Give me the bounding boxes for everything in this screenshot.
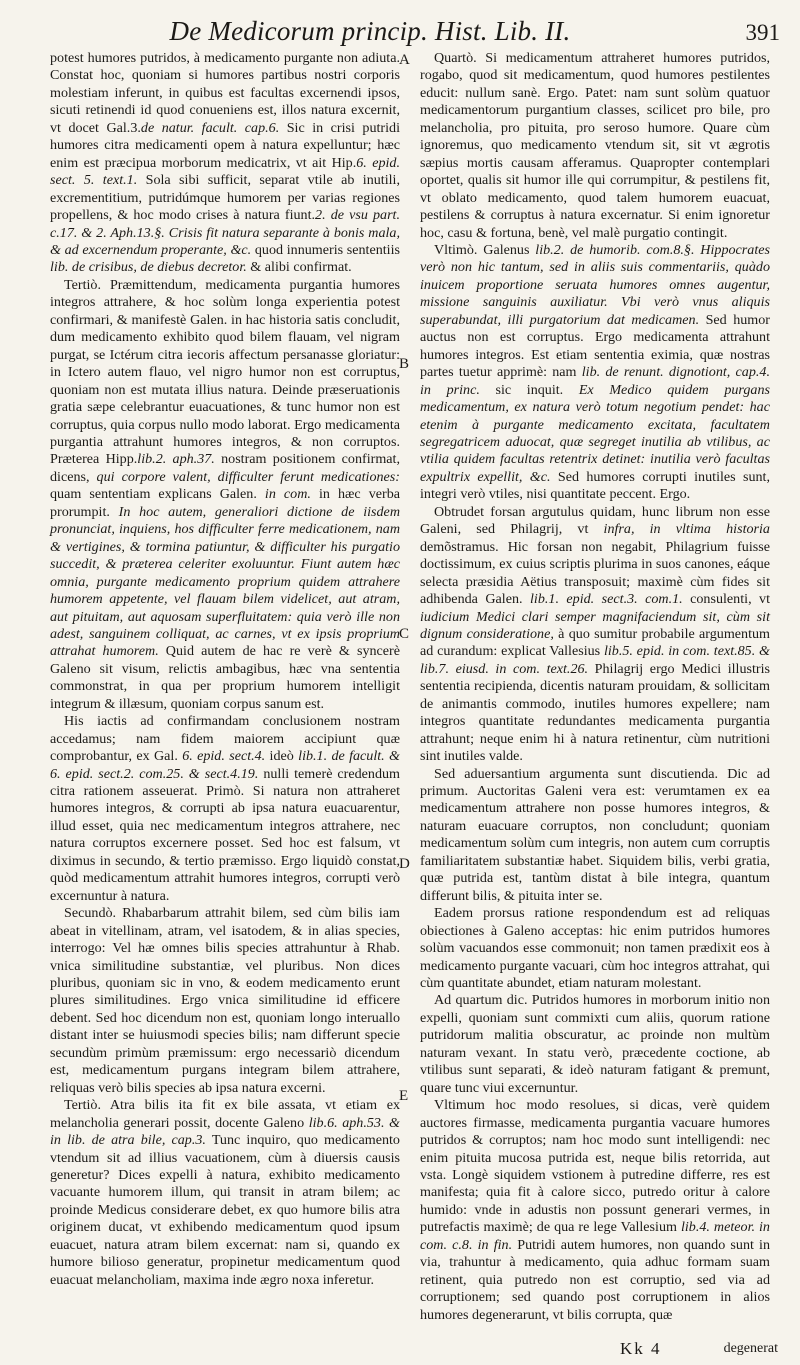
citation: lib.2. aph.37. xyxy=(137,451,215,468)
text-run: in hæc verba prorumpit. xyxy=(50,486,400,520)
left-paragraph-1 xyxy=(50,50,400,277)
quotation: iudicium Medici clari semper magnifaciendum sit, cùm sit dignum consideratione, xyxy=(420,608,770,642)
text-run: Vltimò. Galenus xyxy=(434,241,536,258)
right-column xyxy=(420,50,770,1324)
citation: infra, in vltima historia xyxy=(603,521,770,538)
text-run: Tertiò. Præmittendum, medicamenta purgantia humores integros attrahere, & hoc solùm longa experientia potest confirmari, & manifestè Galen. in hac historia satis concludit, dum medicamento exhibito quod bilem flauam, vel nigram purgat, se Ictérum citra iecoris affectum persanasse gloriatur: in Ictero autem flauo, vel nigro humor non est corruptus, quoniam non est mutata illius natura. Deinde præseruationis gratia sæpe celebrantur euacuationes, & tunc humor non est corruptus, quia corpus nullo modo laborat. Ergo medicamenta purgantia attrahunt humores integros, & non corruptos. Præterea Hipp. xyxy=(50,276,400,468)
text-run: consulenti, vt xyxy=(682,591,770,608)
citation: 2. de vsu part. c.17. & 2. Aph.13.§. Crisis fit natura separante à bonis mala, & ad excernendum properante, &c. xyxy=(50,207,400,258)
text-run: Sola sibi sufficit, separat vtile ab inutili, excrementitium, putridúmque humorem per varias regiones propellens, & hoc modo crises à natura fiunt. xyxy=(50,172,400,224)
right-paragraph-1: Quartò. Si medicamentum attraheret humores putridos, rogabo, quod sit medicamentum, quod humores pestilentes educit: nullum sanè. Ergo. Patet: nam sunt solùm quatuor medicamentorum purgantium classes, scilicet pro bile, pro melancholia, pro pituita, pro seroso humore. Quare cùm ignoremus, quo medicamento vtendum sit, sit vt ægrotis sæpius mortis causam afferamus. Quapropter contemplari oportet, qualis sit humor ille qui corrumpitur, & pestilens fit, vt oblato medicamento, quod talem humorem euacuat, pestilens & corruptus à natura excernatur. Si enim ignoretur hoc, casu & fortuna, benè, vel malè purgatio contingit. xyxy=(420,50,770,241)
citation: de natur. facult. cap.6. xyxy=(140,119,280,136)
text-run: potest humores putridos, à medicamento purgante non adiuta. Constat hoc, quoniam si humores partibus nostri corporis molestiam inferunt, in quibus est facultas excernendi ipsos, sicuti retinendi id quod conueniens est, illos natura excernit, vt docet Gal.3. xyxy=(50,50,400,136)
citation: lib. de renunt. dignotiont, cap.4. in princ. xyxy=(420,364,770,398)
citation: lib.4. meteor. in com. c.8. in fin. xyxy=(420,1219,770,1253)
text-run: Vltimum hoc modo resolues, si dicas, verè quidem auctores firmasse, medicamenta purgantia vacuare humores putridos & corruptos; nam hoc modo sunt intelligendi: nec enim pituita mucosa putrida est, neque bilis retorrida, aut vsta. Longè siquidem vstionem à putredine differre, res est manifesta; quia fit à calore sicco, putredo oritur à calore humido: vnde in adustis non possunt generari vermes, in putrefactis maximè; de qua re lege Vallesium xyxy=(420,1097,770,1236)
citation: lib. de crisibus, de diebus decretor. xyxy=(50,259,247,276)
text-run: à quo sumitur probabile argumentum ad curandum: explicat Vallesius xyxy=(420,625,771,660)
text-run: sic inquit. xyxy=(479,381,579,398)
catchword: degenerat xyxy=(723,1341,778,1356)
citation: lib.1. de facult. & 6. epid. sect.2. com.25. & sect.4.19. xyxy=(50,748,401,782)
page-header xyxy=(0,14,800,48)
page-footer xyxy=(0,1339,800,1361)
right-paragraph-3 xyxy=(420,504,770,766)
text-run: quam sententiam explicans Galen. xyxy=(50,486,265,503)
quotation: Ex Medico quidem purgans medicamentum, ex natura verò totum negotium pendet: hac etenim à purgante medicamento excitata, facultatem segregatricem aduocat, quæ segreget inutilia ab vtilibus, ac vtilia quidem facultas retentrix detinet: inutilia verò facultas expultrix expellit, &c. xyxy=(420,381,771,485)
text-run: quod innumeris sententiis xyxy=(251,241,400,258)
left-paragraph-4: Secundò. Rhabarbarum attrahit bilem, sed cùm bilis iam abeat in vitellinam, atram, vel isatodem, & in alias species, interrogo: Vel hæ omnes bilis species attrahuntur à Rhab. vnica similitudine substantiæ, vel pluribus. Non dices pluribus, quoniam sic in vno, & eodem medicamento erunt plures similitudines. Ergo vnica similitudine id efficere debent. Sed hoc dicendum non est, quoniam longo interuallo distant inter se huiusmodi species bilis; nam differunt specie secundùm primùm præmissum: ergo necessariò dicendum est, medicamentum purgans integram bilem attrahere, reliquas verò bilis species ab ipsa natura excerni. xyxy=(50,905,400,1096)
text-run: ideò xyxy=(265,748,299,765)
text-run: Sed humor auctus non est corruptus. Ergo medicamenta attrahunt humores integros. Est etiam sententia eximia, quæ nostras partes tuetur apprimè: nam xyxy=(420,311,770,381)
citation: 6. epid. sect. 5. text.1. xyxy=(50,154,400,189)
text-run: His iactis ad confirmandam conclusionem nostram accedamus; nam fidem maiorem accipiunt quæ comprobantur, ex Gal. xyxy=(50,713,400,765)
text-run: Tertiò. Atra bilis ita fit ex bile assata, vt etiam ex melancholia generari possit, docente Galeno xyxy=(50,1097,400,1131)
text-run: & alibi confirmat. xyxy=(246,259,352,276)
left-paragraph-5 xyxy=(50,1097,400,1289)
quotation: qui corpore valent, difficulter ferunt medicationes: xyxy=(96,468,400,485)
citation: lib.5. epid. in com. text.85. & lib.7. eiusd. in com. text.26. xyxy=(420,643,770,677)
text-run: nulli temerè credendum citra rationem asseuerat. Primò. Si natura non attraheret humores integros, & corrupti ab ipsa natura euacuarentur, illud esset, quia nec medicamentum integros attrahere, nec natura corruptos excernere posset. Sed hoc est falsum, vt diximus in secundo, & tertio præmisso. Ergo liquidò constat, quòd medicamentum attrahit humores integros, corrupti verò excernuntur à natura. xyxy=(50,765,401,904)
right-paragraph-5: Eadem prorsus ratione respondendum est ad reliquas obiectiones à Galeno acceptas: hic enim putridos humores solùm vacuandos esse commonuit; non tamen prædixit eos à medicamento purgante vacuari, cùm hoc integros attrahat, qui cùm quantitate abundet, etiam naturam molestant. xyxy=(420,905,770,992)
right-paragraph-2 xyxy=(420,242,770,504)
citation: in com. xyxy=(264,486,311,503)
margin-letter-a: A xyxy=(399,52,410,68)
right-paragraph-6: Ad quartum dic. Putridos humores in morborum initio non expelli, quoniam sunt commixti cum aliis, quorum ratione putridorum malitia obscuratur, ac proinde non multùm naturam vexant. In statu verò, præcedente coctione, ab vtilibus sunt separati, & ideò naturam fatigant & premunt, quare tunc viui excernuntur. xyxy=(420,992,770,1096)
text-run: Philagrij ergo Medici illustris sententia recipienda, dicentis naturam prouidam, & sollicitam de animantis commodo, inutiles humores expellere; nam integros quantitate redundantes medicamenta purgantia attrahunt; neque enim hi à natura retinentur, cùm nutritioni sint inutiles valde. xyxy=(420,660,770,765)
text-run: Sed humores corrupti inutiles sunt, integri verò vtiles, nisi quantitate peccent. Ergo. xyxy=(420,468,770,503)
citation: lib.2. de humorib. com.8.§. Hippocrates verò non hic tantum, sed in aliis suis commentariis, quàdo inuicem proportione seruata humores omnes augentur, missione sanguinis auxiliatur. Vbi verò vnus aliquis superabundat, illi purgatorium dat medicamen. xyxy=(420,241,770,328)
text-run: Quid autem de hac re verè & syncerè Galeno sit visum, relictis ambagibus, hæc vna sententia commonstrat, in qua per proprium humorem intelligit integrum & illæsum, quoniam corpus sanum est. xyxy=(50,643,400,712)
text-run: Putridi autem humores, non quando sunt in via, trahuntur à medicamento, quia adhuc formam suam retinent, quia putredo non est corruptio, sed via ad corruptionem; sed quando post corruptionem in alios humores degenerarunt, vt bilis corrupta, quæ xyxy=(420,1236,770,1323)
running-head: De Medicorum princip. Hist. Lib. II. xyxy=(169,16,571,46)
citation: lib.1. epid. sect.3. com.1. xyxy=(530,591,683,608)
left-column xyxy=(50,50,400,1289)
margin-letter-e: E xyxy=(399,1088,409,1104)
text-run: nostram positionem confirmat, dicens, xyxy=(50,451,400,485)
text-run: Sic in crisi putridi humores citra medicamenti opem à natura expelluntur; hæc enim est præcipua morborum medicatrix, vt ait Hip. xyxy=(50,119,400,171)
quotation: In hoc autem, generaliori dictione de iisdem pronunciat, inquiens, hos difficulter ferre medicationem, nam & vertigines, & tormina patiuntur, & difficulter his purgatio succedit, & præterea celeriter exoluuntur. Fiunt autem hæc omnia, purgante medicamento proprium quidem attrahere humorem appetente, vel flauam bilem videlicet, aut atram, aut pituitam, aut aquosam superfluitatem: quia verò ille non adest, sanguinem colliquat, ac carnes, vt ex ipsis proprium attrahat humorem. xyxy=(50,503,400,660)
text-run: demõstramus. Hic forsan non negabit, Philagrium fuisse doctissimum, ex cuius scriptis plurima in suos canones, eáque selecta præsidia Aëtius transposuit; maximè cùm fides sit adhibenda Galen. xyxy=(420,538,770,608)
signature-mark: Kk 4 xyxy=(620,1339,662,1358)
margin-letter-b: B xyxy=(399,356,410,372)
left-paragraph-2 xyxy=(50,277,400,713)
text-run: Tunc inquiro, quo medicamento vtendum sit ad illius vacuationem, cùm à diuersis causis generetur? Dices expelli à natura, exhibito medicamento vacuante humorem illum, qui transit in atram bilem; ac proinde Medicus considerare debet, ex quo humore bilis atra originem ducat, vt exhibendo medicamentum quod ipsum euacuet, natura atram bilem excernat: nam si, quando ex humore bilioso generatur, propinetur medicamentum quod euacuat melancholiam, maxima inde ægro noxa inferetur. xyxy=(50,1132,400,1288)
right-paragraph-4: Sed aduersantium argumenta sunt discutienda. Dic ad primum. Auctoritas Galeni vera est: verumtamen ex ea medicamentum attrahere non posse humores integros, & naturam euacuare corruptos, non concludunt; quoniam medicamentum solùm cum integris, non autem cum corruptis familiaritatem substantiæ habet. Siquidem bilis, verbi gratia, quæ putrida est, tantùm distat à bile integra, quantum differunt bilis, & pituita inter se. xyxy=(420,765,770,904)
citation: 6. epid. sect.4. xyxy=(182,748,266,765)
text-run: Obtrudet forsan argutulus quidam, hunc librum non esse Galeni, sed Philagrij, vt xyxy=(420,503,770,538)
left-paragraph-3 xyxy=(50,713,400,905)
citation: lib.6. aph.53. & in lib. de atra bile, cap.3. xyxy=(50,1114,401,1149)
margin-letter-d: D xyxy=(399,856,410,872)
right-paragraph-7 xyxy=(420,1097,770,1324)
page-number: 391 xyxy=(745,20,780,45)
margin-letter-c: C xyxy=(399,626,410,642)
